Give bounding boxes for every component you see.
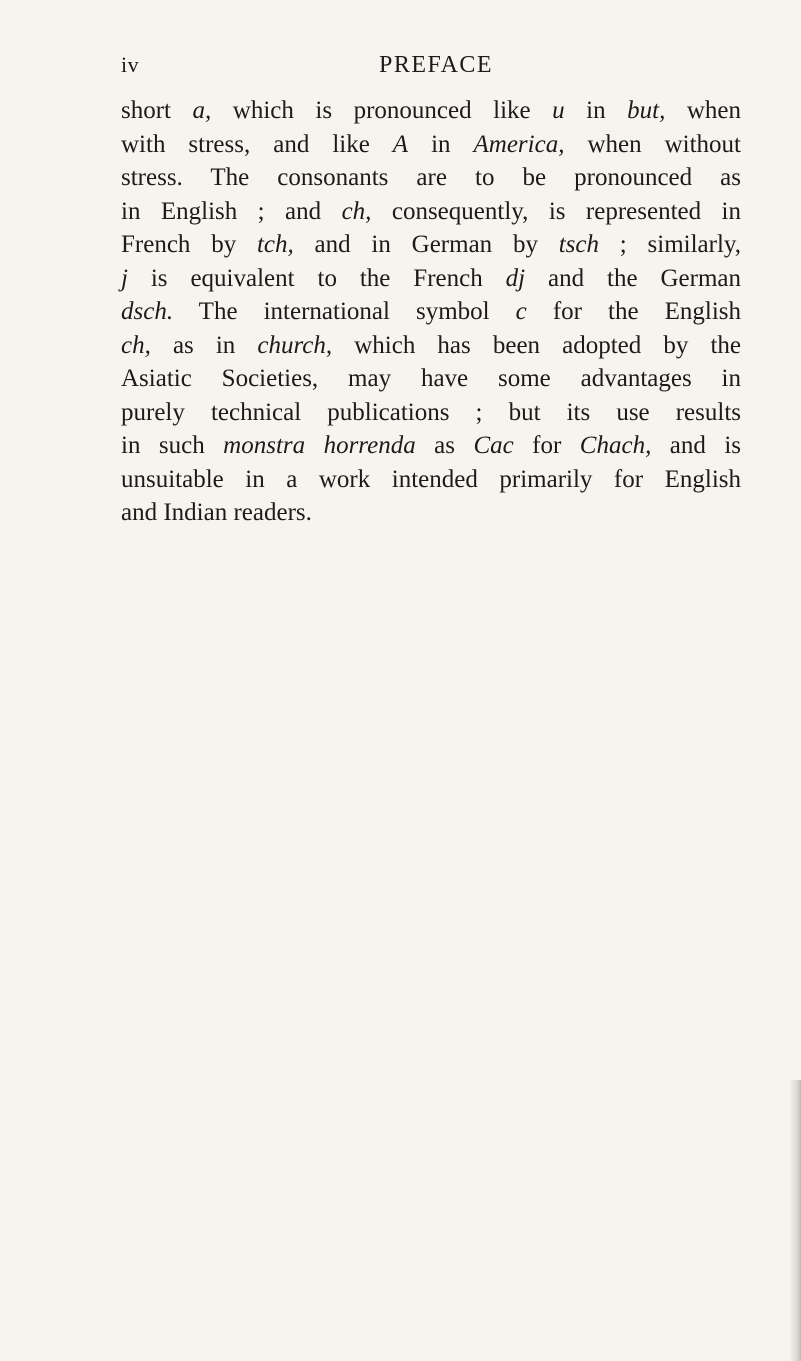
italic-term: u — [552, 97, 565, 124]
text-line — [121, 496, 741, 530]
text-segment: ; similarly, — [599, 231, 742, 258]
italic-term: tsch — [558, 231, 600, 258]
italic-term: tch, — [256, 231, 294, 258]
text-line — [121, 429, 741, 463]
text-line — [121, 362, 741, 396]
text-segment: when without — [564, 130, 741, 158]
text-segment: as — [415, 432, 474, 459]
italic-term: church, — [257, 331, 333, 359]
text-segment: short — [121, 97, 193, 124]
text-segment: which has been adopted by the — [332, 331, 741, 359]
text-segment: French by — [121, 231, 257, 258]
text-segment: is equivalent to the French — [127, 264, 506, 292]
text-segment: stress. The consonants are to be pronounced as — [121, 164, 741, 191]
text-segment: purely technical publications ; but its use results — [121, 398, 741, 426]
running-title: PREFACE — [379, 52, 494, 78]
text-segment: for — [513, 432, 580, 459]
italic-term: A — [392, 130, 409, 158]
text-segment: in English ; and — [121, 197, 342, 225]
text-segment: for the English — [526, 298, 741, 325]
text-segment: and Indian readers. — [121, 499, 312, 526]
italic-term: Cac — [473, 432, 514, 459]
text-segment: and is — [651, 432, 741, 459]
text-segment: and the German — [525, 264, 742, 292]
text-line — [121, 329, 741, 363]
text-line — [121, 262, 741, 296]
italic-term: America, — [473, 130, 565, 158]
text-segment: as in — [150, 331, 258, 359]
text-segment: in — [408, 130, 474, 158]
text-segment: Asiatic Societies, may have some advantages in — [121, 365, 741, 392]
italic-term: j — [121, 264, 128, 292]
italic-term: c — [515, 298, 527, 325]
text-segment: in — [564, 97, 628, 124]
italic-term: dj — [505, 264, 526, 292]
text-line — [121, 161, 741, 195]
text-line — [121, 128, 741, 162]
page-number: iv — [121, 52, 140, 77]
italic-term: monstra horrenda — [223, 432, 416, 459]
text-line — [121, 463, 741, 497]
text-segment: with stress, and like — [121, 130, 393, 158]
preface-paragraph — [121, 94, 741, 530]
text-segment: which is pronounced like — [211, 97, 553, 124]
italic-term: a, — [192, 97, 212, 124]
text-line — [121, 396, 741, 430]
running-head — [121, 52, 741, 82]
text-segment: The international symbol — [173, 298, 516, 325]
page-edge-shadow — [789, 1080, 801, 1361]
text-segment: in such — [121, 432, 224, 459]
italic-term: dsch. — [121, 298, 174, 325]
text-segment: when — [665, 97, 742, 124]
text-line — [121, 228, 741, 262]
italic-term: ch, — [341, 197, 372, 225]
text-segment: unsuitable in a work intended primarily for English — [121, 465, 741, 493]
text-line — [121, 295, 741, 329]
text-segment: and in German by — [293, 231, 559, 258]
text-line — [121, 94, 741, 128]
text-segment: consequently, is represented in — [371, 197, 741, 225]
italic-term: but, — [627, 97, 666, 124]
text-line — [121, 195, 741, 229]
italic-term: Chach, — [579, 432, 652, 459]
italic-term: ch, — [121, 331, 151, 359]
